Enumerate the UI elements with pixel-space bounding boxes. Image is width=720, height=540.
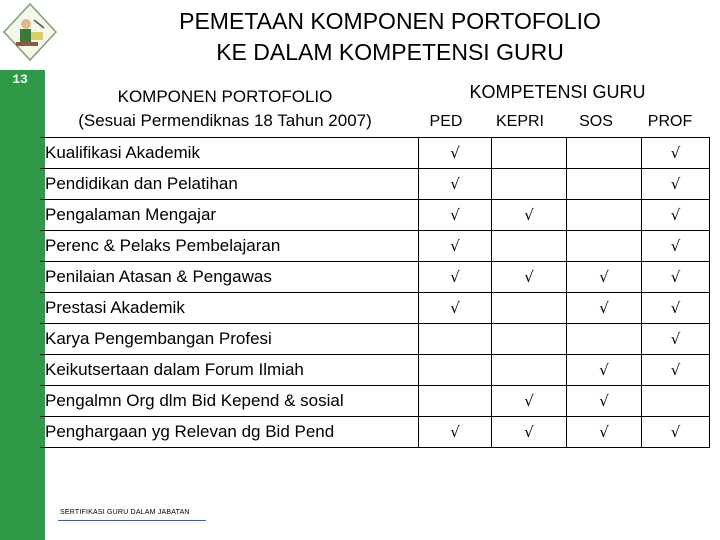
- check-cell-ped: [419, 324, 492, 355]
- check-cell-ped: √: [419, 262, 492, 293]
- check-cell-sos: √: [567, 262, 642, 293]
- slide-title: [100, 6, 680, 68]
- check-cell-kepri: [492, 293, 567, 324]
- check-cell-prof: √: [642, 324, 710, 355]
- check-cell-sos: [567, 324, 642, 355]
- row-label: Pendidikan dan Pelatihan: [40, 169, 419, 200]
- check-cell-prof: √: [642, 417, 710, 448]
- check-cell-sos: √: [567, 417, 642, 448]
- check-cell-sos: [567, 169, 642, 200]
- column-header-kepri: KEPRI: [495, 113, 544, 130]
- check-cell-ped: √: [419, 138, 492, 169]
- row-label: Pengalmn Org dlm Bid Kepend & sosial: [40, 386, 419, 417]
- row-label: Penghargaan yg Relevan dg Bid Pend: [40, 417, 419, 448]
- portfolio-component-header: [36, 85, 414, 133]
- check-cell-ped: [419, 355, 492, 386]
- check-cell-ped: √: [419, 293, 492, 324]
- title-line-2: KE DALAM KOMPETENSI GURU: [216, 39, 564, 65]
- teacher-logo-icon: [2, 2, 58, 62]
- check-cell-kepri: √: [492, 417, 567, 448]
- row-label: Keikutsertaan dalam Forum Ilmiah: [40, 355, 419, 386]
- table-row: [40, 169, 710, 200]
- check-cell-kepri: [492, 169, 567, 200]
- table-row: [40, 355, 710, 386]
- table-row: [40, 293, 710, 324]
- portfolio-competency-table: [40, 137, 710, 448]
- competency-header: KOMPETENSI GURU: [469, 82, 646, 102]
- check-cell-prof: √: [642, 138, 710, 169]
- column-header-sos: SOS: [579, 113, 613, 130]
- table-row: [40, 324, 710, 355]
- row-label: Prestasi Akademik: [40, 293, 419, 324]
- footer-underline: [58, 520, 206, 521]
- table-row: [40, 138, 710, 169]
- check-cell-prof: √: [642, 231, 710, 262]
- check-cell-prof: √: [642, 200, 710, 231]
- check-cell-ped: √: [419, 231, 492, 262]
- column-header-prof: PROF: [647, 113, 693, 130]
- row-label: Penilaian Atasan & Pengawas: [40, 262, 419, 293]
- check-cell-sos: √: [567, 355, 642, 386]
- check-cell-prof: √: [642, 262, 710, 293]
- check-cell-ped: [419, 386, 492, 417]
- footer-text: SERTIFIKASI GURU DALAM JABATAN: [60, 509, 190, 516]
- check-cell-kepri: [492, 355, 567, 386]
- check-cell-sos: √: [567, 293, 642, 324]
- check-cell-prof: √: [642, 169, 710, 200]
- check-cell-kepri: [492, 138, 567, 169]
- check-cell-ped: √: [419, 200, 492, 231]
- check-cell-kepri: [492, 324, 567, 355]
- row-label: Pengalaman Mengajar: [40, 200, 419, 231]
- check-cell-prof: [642, 386, 710, 417]
- column-header-ped: PED: [429, 113, 463, 130]
- check-cell-kepri: √: [492, 386, 567, 417]
- row-label: Kualifikasi Akademik: [40, 138, 419, 169]
- check-cell-kepri: √: [492, 262, 567, 293]
- check-cell-kepri: [492, 231, 567, 262]
- table-row: [40, 262, 710, 293]
- table-row: [40, 386, 710, 417]
- check-cell-prof: √: [642, 355, 710, 386]
- title-line-1: PEMETAAN KOMPONEN PORTOFOLIO: [179, 8, 601, 34]
- check-cell-kepri: √: [492, 200, 567, 231]
- check-cell-sos: [567, 231, 642, 262]
- row-label: Perenc & Pelaks Pembelajaran: [40, 231, 419, 262]
- table-row: [40, 417, 710, 448]
- table-row: [40, 231, 710, 262]
- check-cell-prof: √: [642, 293, 710, 324]
- row-label: Karya Pengembangan Profesi: [40, 324, 419, 355]
- check-cell-ped: √: [419, 417, 492, 448]
- check-cell-sos: [567, 200, 642, 231]
- portfolio-header-line-2: (Sesuai Permendiknas 18 Tahun 2007): [78, 111, 372, 130]
- left-green-sidebar: [0, 70, 45, 540]
- check-cell-ped: √: [419, 169, 492, 200]
- slide-number: 13: [12, 72, 28, 87]
- portfolio-header-line-1: KOMPONEN PORTOFOLIO: [117, 87, 333, 106]
- check-cell-sos: √: [567, 386, 642, 417]
- check-cell-sos: [567, 138, 642, 169]
- table-row: [40, 200, 710, 231]
